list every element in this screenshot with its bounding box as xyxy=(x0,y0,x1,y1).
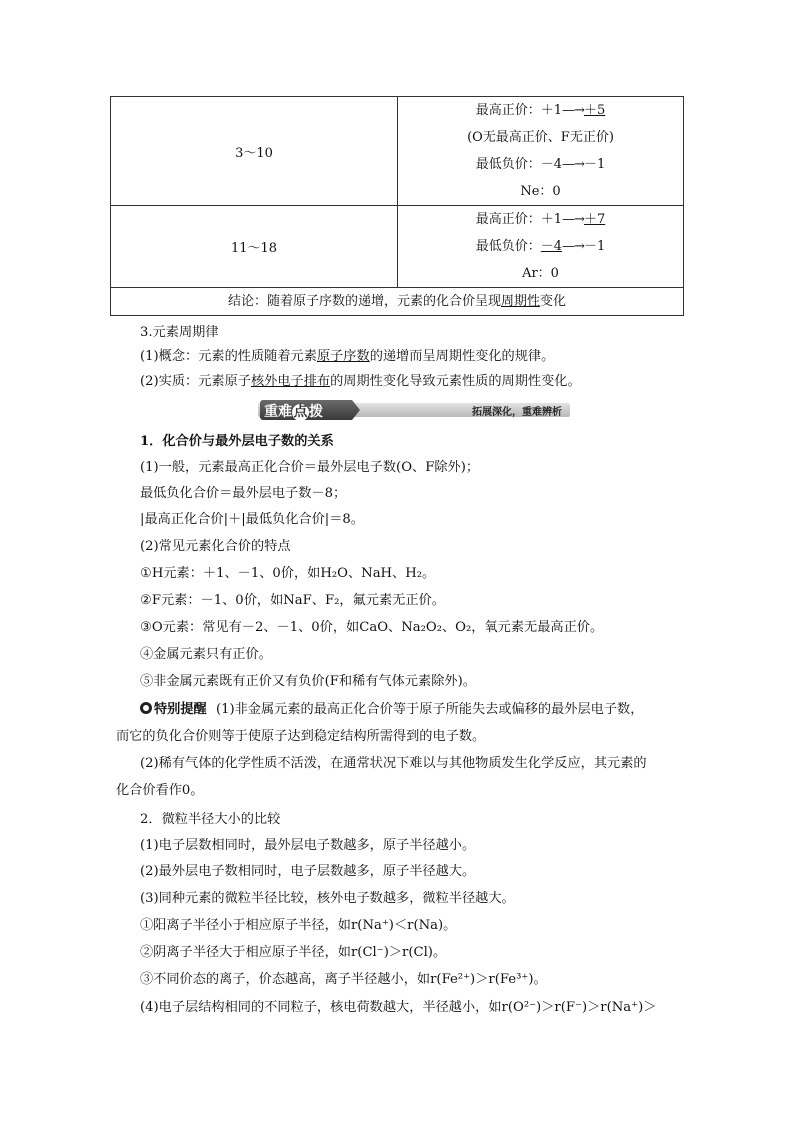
point2-line: ③不同价态的离子，价态越高，离子半径越小，如r(Fe²⁺)＞r(Fe³⁺)。 xyxy=(140,972,547,987)
max-valence-line: 最高正价：＋1—→＋5 xyxy=(475,103,606,118)
point1-line: ②F元素：－1、0价，如NaF、F₂，氟元素无正价。 xyxy=(140,593,445,608)
valence-table xyxy=(110,96,684,316)
range-cell: 11～18 xyxy=(111,206,398,288)
valence-cell xyxy=(398,97,684,206)
min-valence-line: 最低负价：－4—→－1 xyxy=(475,239,606,254)
point1-line: (1)一般，元素最高正化合价＝最外层电子数(O、F除外)； xyxy=(140,460,480,475)
point2-line: (2)最外层电子数相同时，电子层数越多，原子半径越大。 xyxy=(140,864,476,879)
concept-line: (1)概念：元素的性质随着元素原子序数的递增而呈周期性变化的规律。 xyxy=(140,349,555,364)
table-row xyxy=(111,97,684,206)
noble-gas-line: Ar：0 xyxy=(522,266,559,281)
banner-subtitle: 拓展深化，重难辨析 xyxy=(472,407,562,418)
section-banner xyxy=(258,400,570,420)
essence-line: (2)实质：元素原子核外电子排布的周期性变化导致元素性质的周期性变化。 xyxy=(140,374,581,389)
max-valence-line: 最高正价：＋1—→＋7 xyxy=(475,212,606,227)
conclusion-cell: 结论：随着原子序数的递增，元素的化合价呈现周期性变化 xyxy=(111,288,684,316)
tip-label: 特别提醒 xyxy=(154,702,207,717)
point2-line: (4)电子层结构相同的不同粒子，核电荷数越大，半径越小，如r(O²⁻)＞r(F⁻)＞r(Na⁺)＞ xyxy=(140,1000,657,1015)
point1-line: ③O元素：常见有－2、－1、0价，如CaO、Na₂O₂、O₂，氧元素无最高正价。 xyxy=(140,620,604,635)
note-line: (O无最高正价、F无正价) xyxy=(467,130,614,145)
tip-line: 特别提醒 (1)非金属元素的最高正化合价等于原子所能失去或偏移的最外层电子数， xyxy=(140,700,643,720)
point2-heading: 2．微粒半径大小的比较 xyxy=(140,812,281,827)
section-title: 3.元素周期律 xyxy=(140,325,219,340)
point1-heading: 1．化合价与最外层电子数的关系 xyxy=(140,434,334,449)
point1-line: (2)常见元素化合价的特点 xyxy=(140,539,291,554)
banner-title: 重难 点 拨 xyxy=(264,404,323,420)
noble-gas-line: Ne：0 xyxy=(520,184,561,199)
tip-line: 化合价看作0。 xyxy=(116,783,204,798)
point2-line: ②阴离子半径大于相应原子半径，如r(Cl⁻)＞r(Cl)。 xyxy=(140,945,447,960)
point1-line: ①H元素：＋1、－1、0价，如H₂O、NaH、H₂。 xyxy=(140,566,436,581)
tip-line: (2)稀有气体的化学性质不活泼，在通常状况下难以与其他物质发生化学反应，其元素的 xyxy=(140,756,647,771)
table-row xyxy=(111,288,684,316)
tip-line: 而它的负化合价则等于使原子达到稳定结构所需得到的电子数。 xyxy=(116,729,486,744)
point1-line: |最高正化合价|＋|最低负化合价|＝8。 xyxy=(140,512,364,527)
point1-line: 最低负化合价＝最外层电子数－8； xyxy=(140,486,347,501)
point2-line: (1)电子层数相同时，最外层电子数越多，原子半径越小。 xyxy=(140,838,476,853)
range-cell: 3～10 xyxy=(111,97,398,206)
tip-icon xyxy=(140,702,152,714)
point1-line: ⑤非金属元素既有正价又有负价(F和稀有气体元素除外)。 xyxy=(140,674,476,689)
point2-line: ①阳离子半径小于相应原子半径，如r(Na⁺)＜r(Na)。 xyxy=(140,918,457,933)
min-valence-line: 最低负价：－4—→－1 xyxy=(475,157,606,172)
point2-line: (3)同种元素的微粒半径比较，核外电子数越多，微粒半径越大。 xyxy=(140,891,515,906)
banner-dot-icon: 点 xyxy=(293,404,308,420)
table-row xyxy=(111,206,684,288)
valence-cell xyxy=(398,206,684,288)
point1-line: ④金属元素只有正价。 xyxy=(140,647,272,662)
